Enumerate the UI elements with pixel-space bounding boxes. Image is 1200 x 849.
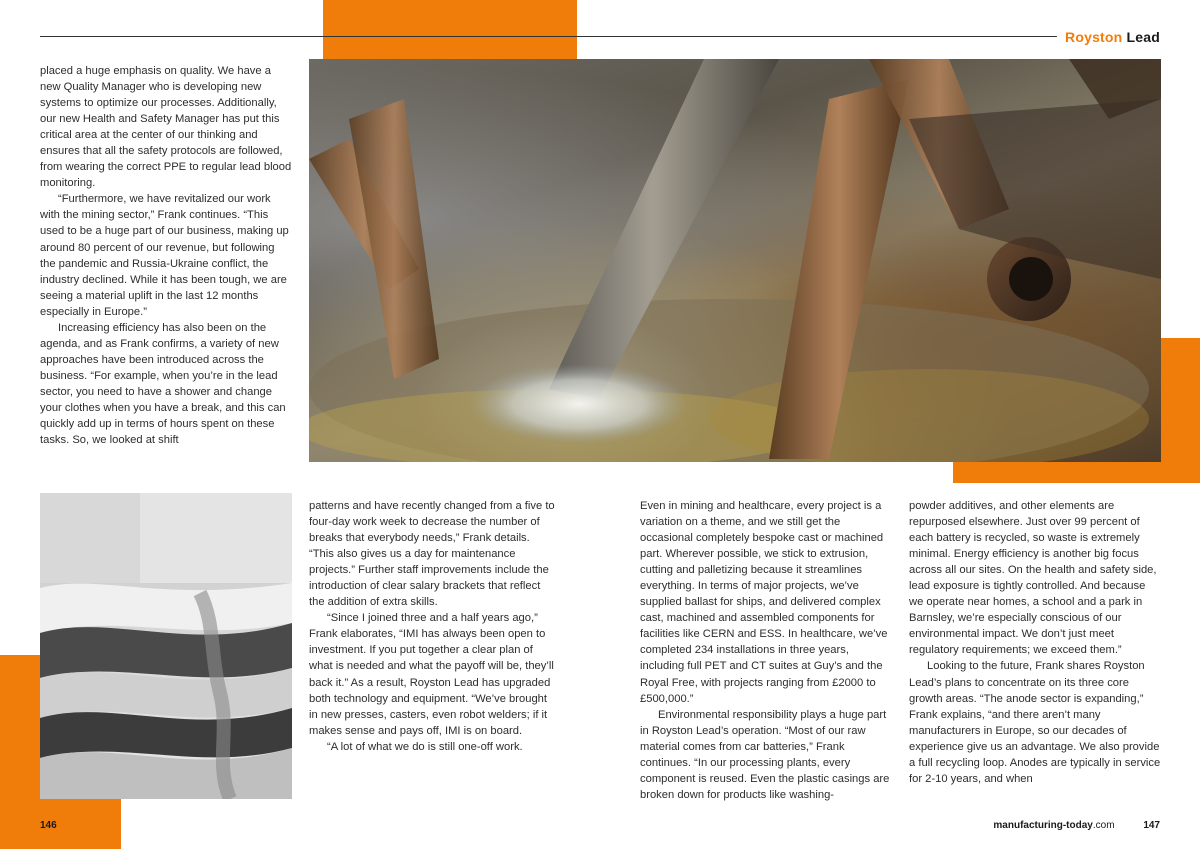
paragraph: “Furthermore, we have revitalized our work with the mining sector,” Frank continues. “This used to be a huge part of our business, making up around 80 percent of our revenue, but following the pandemic and Russia-Ukraine conflict, the industry declined. While it has been tough, we are seeing a material uplift in the last 12 months especially in Europe.” xyxy=(40,193,289,318)
paragraph: Environmental responsibility plays a huge part in Royston Lead’s operation. “Most of our raw material comes from car batteries,” Frank continues. “In our processing plants, every component is reused. Even the plastic casings are broken down for products like washing- xyxy=(640,708,890,801)
casting-photo-illustration xyxy=(309,59,1161,462)
paragraph: “Since I joined three and a half years ago,” Frank elaborates, “IMI has always been open to investment. If you put together a clear plan of what is needed and what the payoff will be, they’ll back it.” As a result, Royston Lead has upgraded both technology and equipment. “We’ve brought in new presses, casters, even robot welders; if it makes sense and pays off, IMI is on board. xyxy=(309,612,554,737)
paragraph: Looking to the future, Frank shares Royston Lead’s plans to concentrate on its three core growth areas. “The anode sector is expanding,” Frank explains, “and there aren’t many manufacturers in Europe, so our decades of experience give us an advantage. We also provide a full recycling loop. Anodes are typically in service for 2-10 years, and when xyxy=(909,660,1161,785)
site-name: manufacturing-today xyxy=(993,820,1093,831)
page-number-left: 146 xyxy=(40,820,57,831)
paragraph: placed a huge emphasis on quality. We have a new Quality Manager who is developing new systems to optimize our processes. Additionally, our new Health and Safety Manager has put this critical area at the center of our thinking and ensures that all the safety protocols are followed, from wearing the correct PPE to regular lead blood monitoring. xyxy=(40,65,292,190)
header-rule xyxy=(40,36,1057,37)
casting-photo xyxy=(309,59,1161,462)
lead-casting-detail-photo xyxy=(40,493,292,799)
article-column-3 xyxy=(640,498,892,803)
paragraph: powder additives, and other elements are repurposed elsewhere. Just over 99 percent of each battery is recycled, so waste is extremely minimal. Energy efficiency is another big focus across all our sites. On the health and safety side, lead exposure is tightly controlled. And because we operate near homes, a school and a park in Barnsley, we’re especially conscious of our environmental impact. We don’t just meet regulatory requirements; we exceed them.” xyxy=(909,500,1157,657)
brand-secondary: Lead xyxy=(1126,29,1160,45)
footer-right xyxy=(993,820,1160,831)
paragraph: “A lot of what we do is still one-off work. xyxy=(327,740,523,753)
article-column-4 xyxy=(909,498,1162,787)
header-brand xyxy=(1065,29,1160,45)
article-column-2 xyxy=(309,498,555,755)
paragraph: patterns and have recently changed from a five to four-day work week to decrease the number of breaks that everybody needs,” Frank details. “This also gives us a day for maintenance projects.” Further staff improvements include the introduction of clear salary brackets that reflect the addition of extra skills. xyxy=(309,500,555,609)
article-column-1 xyxy=(40,63,293,448)
paragraph: Even in mining and healthcare, every project is a variation on a theme, and we still get the occasional completely bespoke cast or machined part. Wherever possible, we stick to extrusion, cutting and palletizing because it streamlines everything. In terms of major projects, we’ve supplied ballast for ships, and delivered complex cast, machined and assembled components for facilities like CERN and ESS. In healthcare, we’ve completed 234 installations in three years, including full PET and CT suites at Guy’s and the Royal Free, with projects ranging from £2000 to £500,000.” xyxy=(640,500,888,705)
paragraph: Increasing efficiency has also been on the agenda, and as Frank confirms, a variety of new approaches have been introduced across the business. “For example, when you’re in the lead sector, you need to have a shower and change your clothes when you have a break, and this can quickly add up in terms of hours spent on these tasks. So, we looked at shift xyxy=(40,321,286,447)
brand-primary: Royston xyxy=(1065,29,1123,45)
site-suffix: .com xyxy=(1092,820,1115,831)
lead-casting-detail-illustration xyxy=(40,493,292,799)
page-number-right: 147 xyxy=(1143,820,1160,831)
